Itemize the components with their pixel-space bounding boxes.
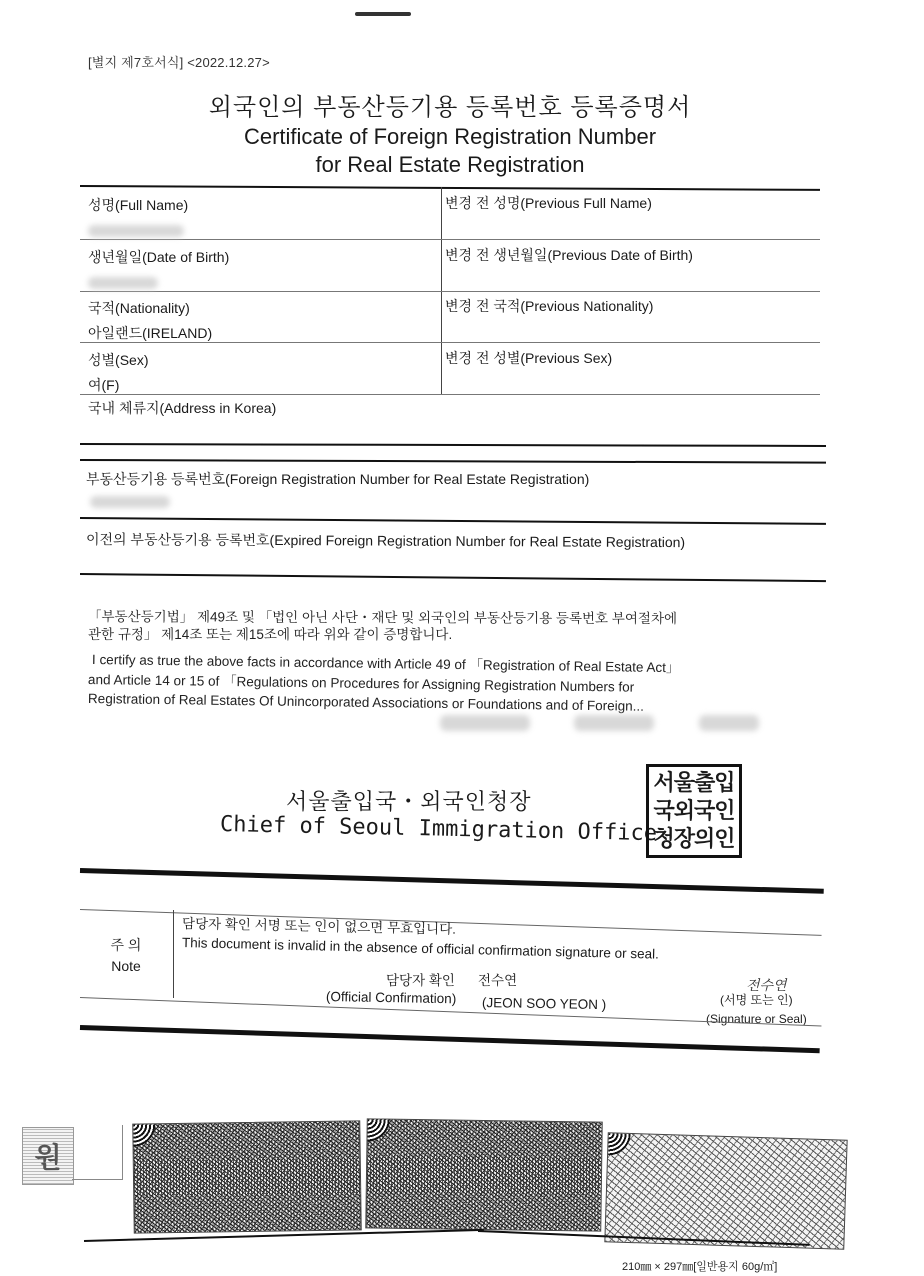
certification-english-line3: Registration of Real Estates Of Unincorporated Associations or Foundations and of Foreign... [87, 691, 645, 714]
issue-month-redacted [574, 715, 654, 731]
row-nationality [80, 290, 820, 343]
previous-date-of-birth-cell [445, 243, 693, 268]
certification-korean-line2: 관한 규정」 제14조 또는 제15조에 따라 위와 같이 증명합니다. [88, 627, 453, 642]
issue-year-redacted [440, 715, 530, 731]
previous-sex-label: 변경 전 성별(Previous Sex) [445, 350, 613, 366]
registration-number-redacted [90, 496, 170, 508]
official-seal-stamp [646, 764, 742, 858]
row-date-of-birth [80, 239, 820, 292]
note-label [82, 935, 170, 977]
certification-english-line2: and Article 14 or 15 of 「Regulations on Procedures for Assigning Registration Numbers for [87, 672, 635, 695]
address-label: 국내 체류지(Address in Korea) [88, 400, 277, 416]
confirmation-name-korean: 전수연 [478, 973, 518, 988]
corner-arc-icon [133, 1124, 155, 1146]
seal-line-1: 서울출입 [653, 770, 735, 795]
full-name-label: 성명(Full Name) [88, 197, 189, 213]
issuer-english: Chief of Seoul Immigration Office [219, 812, 658, 847]
row-sex [80, 342, 820, 395]
security-pattern-band-3 [604, 1132, 847, 1249]
issuer-bottom-thick-border [80, 868, 824, 894]
note-text-english: This document is invalid in the absence of official confirmation signature or seal. [181, 935, 660, 962]
registration-bottom-border [80, 517, 826, 525]
seal-line-3: 청장의인 [653, 826, 735, 851]
nationality-cell [88, 296, 212, 346]
seal-line-2: 국외국인 [653, 798, 735, 823]
certification-korean-line1: 「부동산등기법」 제49조 및 「법인 아닌 사단・재단 및 외국인의 부동산등기용 등록번호 부여절차에 [87, 609, 678, 627]
previous-full-name-label: 변경 전 성명(Previous Full Name) [445, 195, 652, 211]
row-full-name [80, 187, 820, 240]
previous-sex-cell [445, 346, 612, 371]
expired-registration-number-label: 이전의 부동산등기용 등록번호(Expired Foreign Registration Number for Real Estate Registration) [85, 531, 686, 551]
note-bottom-thick-border [80, 1025, 820, 1053]
title-korean: 외국인의 부동산등기용 등록번호 등록증명서 [208, 94, 692, 121]
confirmation-label-english: (Official Confirmation) [325, 989, 457, 1007]
confirmation-label-korean: 담당자 확인 [386, 973, 455, 988]
signature-english: (Signature or Seal) [706, 1012, 807, 1026]
nationality-label: 국적(Nationality) [88, 300, 190, 316]
note-label-english: Note [111, 958, 141, 974]
issue-date-redacted [440, 714, 759, 732]
registration-number-value [90, 493, 170, 511]
security-pattern-band-1 [132, 1120, 362, 1233]
sex-label: 성별(Sex) [88, 352, 149, 368]
sex-cell [88, 348, 149, 398]
date-of-birth-label: 생년월일(Date of Birth) [88, 249, 230, 265]
previous-date-of-birth-label: 변경 전 생년월일(Previous Date of Birth) [445, 247, 693, 263]
full-name-value-redacted [88, 225, 184, 237]
paper-size-spec: 210㎜ × 297㎜[일반용지 60g/㎡] [622, 1261, 778, 1273]
full-name-cell [88, 193, 188, 243]
registration-number-label: 부동산등기용 등록번호(Foreign Registration Number for Real Estate Registration) [86, 471, 590, 487]
title-english-line2: for Real Estate Registration [315, 152, 585, 177]
issue-day-redacted [699, 715, 759, 731]
form-number: [별지 제7호서식] <2022.12.27> [88, 55, 270, 70]
handwritten-signature: 전수연 [746, 978, 787, 994]
previous-full-name-cell [445, 191, 652, 216]
document-title [0, 93, 900, 179]
address-bottom-border [80, 443, 826, 447]
sex-value: 여(F) [88, 377, 120, 393]
won-stamp-icon: 원 [22, 1127, 74, 1185]
note-label-korean: 주 의 [110, 937, 142, 953]
corner-arc-icon [608, 1133, 631, 1156]
signature-korean: (서명 또는 인) [720, 993, 793, 1007]
nationality-value: 아일랜드(IRELAND) [88, 325, 213, 341]
certification-english-line1: I certify as true the above facts in accordance with Article 49 of 「Registration of Real Estate Act」 [91, 652, 680, 676]
security-pattern-band-2 [365, 1118, 603, 1231]
top-staple-mark [355, 12, 411, 16]
previous-nationality-label: 변경 전 국적(Previous Nationality) [445, 298, 654, 314]
note-divider [173, 910, 174, 998]
note-text-korean: 담당자 확인 서명 또는 인이 없으면 무효입니다. [181, 916, 457, 937]
issuer-korean: 서울출입국・외국인청장 [286, 789, 532, 814]
title-english-line1: Certificate of Foreign Registration Number [243, 124, 657, 149]
date-of-birth-cell [88, 245, 229, 295]
confirmation-name-english: (JEON SOO YEON ) [481, 995, 607, 1013]
stamp-box [72, 1125, 123, 1180]
date-of-birth-value-redacted [88, 277, 158, 289]
corner-arc-icon [367, 1119, 389, 1141]
previous-nationality-cell [445, 294, 653, 319]
registration-top-border [80, 459, 826, 464]
expired-registration-bottom-border [80, 573, 826, 582]
